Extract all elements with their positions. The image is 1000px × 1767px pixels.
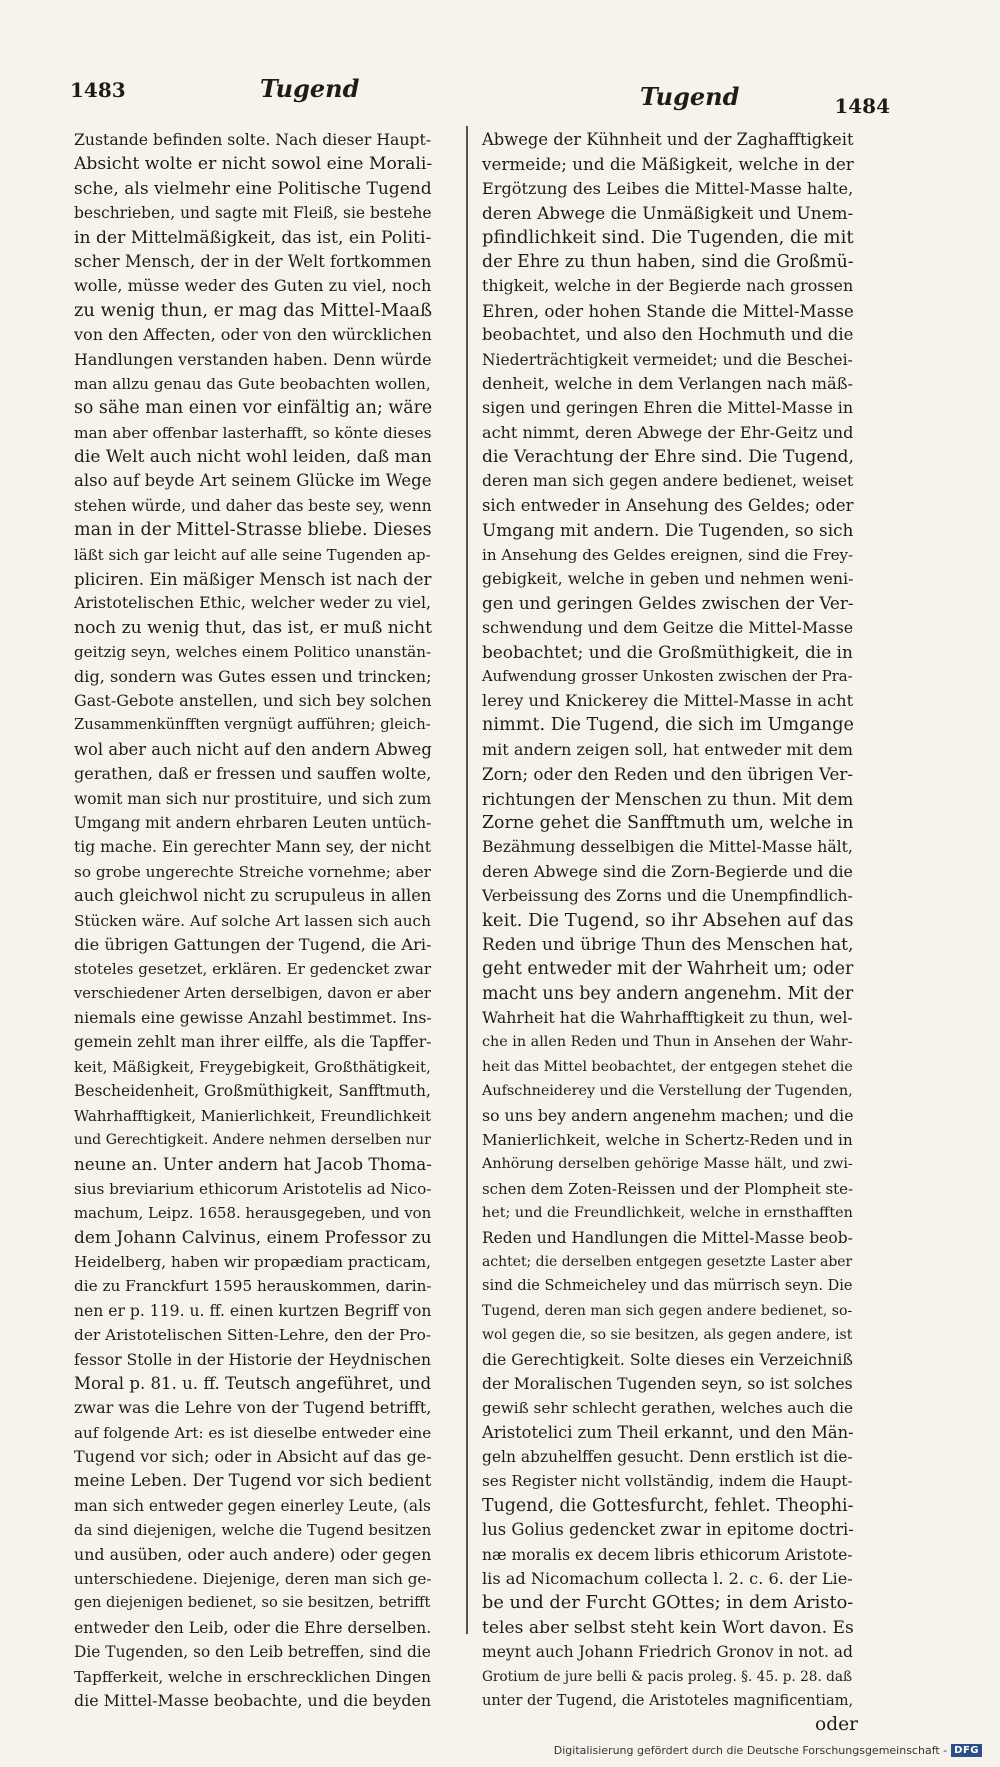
text-line: in der Mittelmäßigkeit, das ist, ein Politi- — [74, 227, 432, 248]
left-page-number: 1483 — [70, 78, 126, 102]
text-line: Tapfferkeit, welche in erschrecklichen Dingen — [74, 1667, 432, 1686]
left-running-title: Tugend — [260, 74, 360, 103]
text-line: wol aber auch nicht auf den andern Abweg — [74, 739, 432, 759]
text-line: tig mache. Ein gerechter Mann sey, der nicht — [74, 838, 431, 857]
text-line: meine Leben. Der Tugend vor sich bedient — [74, 1471, 432, 1491]
text-line: da sind diejenigen, welche die Tugend besitzen — [74, 1521, 432, 1540]
catchword: oder — [815, 1714, 858, 1736]
text-line: Handlungen verstanden haben. Denn würde — [74, 349, 432, 369]
text-line: Aristotelischen Ethic, welcher weder zu viel, — [74, 593, 432, 613]
text-line: womit man sich nur prostituire, und sich zum — [74, 789, 432, 808]
text-line: beobachtet; und die Großmüthigkeit, die in — [482, 642, 853, 663]
text-line: die Mittel-Masse beobachte, und die beyden — [74, 1691, 432, 1710]
text-line: noch zu wenig thut, das ist, er muß nicht — [74, 617, 432, 638]
text-line: gemein zehlt man ihrer eilffe, als die Tapffer- — [74, 1033, 432, 1052]
text-line: mit andern zeigen soll, hat entweder mit dem — [482, 739, 853, 759]
text-line: man aber offenbar lasterhafft, so könte dieses — [74, 423, 432, 442]
text-line: gen und geringen Geldes zwischen der Ver- — [482, 593, 854, 614]
text-line: Anhörung derselben gehörige Masse hält, und zwi- — [482, 1156, 853, 1173]
text-line: Niederträchtigkeit vermeidet; und die Beschei- — [482, 350, 853, 369]
text-line: gerathen, daß er fressen und sauffen wolte, — [74, 764, 432, 784]
text-line: het; und die Freundlichkeit, welche in ernsthafften — [482, 1205, 853, 1222]
text-line: thigkeit, welche in der Begierde nach grossen — [482, 276, 854, 296]
text-line: vermeide; und die Mäßigkeit, welche in der — [482, 154, 854, 175]
text-line: Ehren, oder hohen Stande die Mittel-Masse — [482, 300, 854, 321]
text-line: schen dem Zoten-Reissen und der Plompheit ste- — [482, 1179, 854, 1198]
text-line: Zustande befinden solte. Nach dieser Haupt- — [74, 130, 432, 149]
right-text-column — [482, 128, 858, 1738]
text-line: niemals eine gewisse Anzahl bestimmet. Ins- — [74, 1008, 432, 1028]
text-line: man sich entweder gegen einerley Leute, (als — [74, 1496, 431, 1515]
text-line: gebigkeit, welche in geben und nehmen weni- — [482, 569, 854, 589]
text-line: beschrieben, und sagte mit Fleiß, sie bestehe — [74, 204, 432, 223]
text-line: Absicht wolte er nicht sowol eine Morali- — [74, 154, 433, 175]
text-line: che in allen Reden und Thun in Ansehen der Wahr- — [482, 1034, 853, 1051]
text-line: so sähe man einen vor einfältig an; wäre — [74, 398, 433, 419]
text-line: in Ansehung des Geldes ereignen, sind die Frey- — [482, 545, 854, 564]
text-line: ses Register nicht vollständig, indem die Haupt- — [482, 1472, 853, 1491]
text-line: lis ad Nicomachum collecta l. 2. c. 6. der Lie- — [482, 1569, 853, 1589]
text-line: auch gleichwol nicht zu scrupuleus in allen — [74, 886, 432, 906]
text-line: Zorn; oder den Reden und den übrigen Ver- — [482, 764, 853, 785]
text-line: dem Johann Calvinus, einem Professor zu — [74, 1227, 432, 1248]
text-line: Verbeissung des Zorns und die Unempfindlich- — [482, 887, 853, 906]
text-line: Bescheidenheit, Großmüthigkeit, Sanfftmuth, — [74, 1082, 431, 1101]
text-line: Zorne gehet die Sanfftmuth um, welche in — [482, 812, 854, 833]
text-line: also auf beyde Art seinem Glücke im Wege — [74, 471, 432, 491]
text-line: stehen würde, und daher das beste sey, wenn — [74, 496, 432, 515]
text-line: nen er p. 119. u. ff. einen kurtzen Begriff von — [74, 1301, 432, 1320]
text-line: sche, als vielmehr eine Politische Tugend — [74, 178, 432, 199]
text-line: unterschiedene. Diejenige, deren man sich ge- — [74, 1570, 432, 1589]
text-line: geitzig seyn, welches einem Politico unanstän- — [74, 643, 432, 662]
text-line: so grobe ungerechte Streiche vornehme; aber — [74, 862, 431, 881]
text-line: die Welt auch nicht wohl leiden, daß man — [74, 447, 432, 468]
text-line: sigen und geringen Ehren die Mittel-Masse in — [482, 398, 854, 418]
text-line: stoteles gesetzet, erklären. Er gedencket zwar — [74, 960, 432, 979]
text-line: achtet; die derselben entgegen gesetzte Laster aber — [482, 1253, 853, 1270]
text-line: nimmt. Die Tugend, die sich im Umgange — [482, 715, 854, 736]
text-line: so uns bey andern angenehm machen; und die — [482, 1105, 854, 1125]
text-line: heit das Mittel beobachtet, der entgegen stehet die — [482, 1058, 853, 1075]
text-line: sius breviarium ethicorum Aristotelis ad Nico- — [74, 1179, 432, 1198]
text-line: Reden und Handlungen die Mittel-Masse beob- — [482, 1228, 853, 1247]
text-line: Umgang mit andern. Die Tugenden, so sich — [482, 520, 854, 541]
dfg-logo: DFG — [951, 1744, 982, 1757]
right-running-title: Tugend — [640, 82, 740, 111]
text-line: richtungen der Menschen zu thun. Mit dem — [482, 788, 854, 809]
text-line: geht entweder mit der Wahrheit um; oder — [482, 959, 854, 980]
text-line: Zusammenkünfften vergnügt aufführen; gleich- — [74, 716, 431, 734]
text-line: Aufwendung grosser Unkosten zwischen der Pra- — [482, 667, 853, 685]
column-divider — [466, 126, 468, 1634]
text-line: sich entweder in Ansehung des Geldes; oder — [482, 495, 854, 515]
text-line: Die Tugenden, so den Leib betreffen, sind die — [74, 1643, 431, 1662]
text-line: macht uns bey andern angenehm. Mit der — [482, 983, 854, 1004]
text-line: Umgang mit andern ehrbaren Leuten untüch- — [74, 813, 432, 832]
text-line: Grotium de jure belli & pacis proleg. §. 45. p. 28. daß — [482, 1668, 853, 1685]
text-line: man in der Mittel-Strasse bliebe. Dieses — [74, 520, 432, 541]
text-line: Manierlichkeit, welche in Schertz-Reden und in — [482, 1131, 853, 1150]
text-line: Wahrheit hat die Wahrhafftigkeit zu thun, wel- — [482, 1008, 853, 1028]
text-line: lerey und Knickerey die Mittel-Masse in acht — [482, 690, 854, 710]
text-line: keit. Die Tugend, so ihr Absehen auf das — [482, 909, 854, 931]
text-line: Gast-Gebote anstellen, und sich bey solchen — [74, 690, 432, 710]
text-line: schwendung und dem Geitze die Mittel-Masse — [482, 617, 854, 637]
page-header — [70, 74, 890, 118]
text-line: machum, Leipz. 1658. herausgegeben, und von — [74, 1204, 432, 1223]
text-line: wolle, müsse weder des Guten zu viel, noch — [74, 276, 432, 296]
digitization-footer — [554, 1744, 982, 1757]
text-line: Stücken wäre. Auf solche Art lassen sich auch — [74, 911, 431, 930]
text-line: verschiedener Arten derselbigen, davon er aber — [74, 984, 431, 1002]
text-line: Ergötzung des Leibes die Mittel-Masse halte, — [482, 178, 854, 198]
text-line: denheit, welche in dem Verlangen nach mäß- — [482, 373, 854, 393]
text-line: läßt sich gar leicht auf alle seine Tugenden ap- — [74, 545, 431, 564]
text-line: die Verachtung der Ehre sind. Die Tugend, — [482, 447, 854, 468]
text-line: zwar was die Lehre von der Tugend betrifft, — [74, 1398, 432, 1418]
text-line: teles aber selbst steht kein Wort davon. Es — [482, 1617, 854, 1638]
text-line: pfindlichkeit sind. Die Tugenden, die mit — [482, 226, 854, 248]
text-line: Abwege der Kühnheit und der Zaghafftigkeit — [482, 130, 854, 149]
text-line: Heidelberg, haben wir propædiam practicam, — [74, 1252, 432, 1271]
text-line: auf folgende Art: es ist dieselbe entweder eine — [74, 1423, 432, 1442]
text-line: Tugend, deren man sich gegen andere bedienet, so- — [482, 1302, 853, 1319]
footer-text: Digitalisierung gefördert durch die Deutsche Forschungsgemeinschaft - — [553, 1744, 948, 1757]
text-line: deren man sich gegen andere bedienet, weiset — [482, 471, 854, 491]
text-line: fessor Stolle in der Historie der Heydnischen — [74, 1350, 432, 1369]
text-line: entweder den Leib, oder die Ehre derselben. — [74, 1617, 432, 1637]
text-line: von den Affecten, oder von den würcklichen — [74, 325, 432, 345]
text-line: Aristotelici zum Theil erkannt, und den Män- — [482, 1422, 854, 1442]
text-line: zu wenig thun, er mag das Mittel-Maaß — [74, 299, 433, 321]
text-line: Tugend, die Gottesfurcht, fehlet. Theophi- — [482, 1495, 854, 1516]
right-page-number: 1484 — [834, 94, 890, 118]
text-line: meynt auch Johann Friedrich Gronov in not. ad — [482, 1643, 853, 1662]
text-line: man allzu genau das Gute beobachten wollen, — [74, 374, 431, 393]
text-line: der Moralischen Tugenden seyn, so ist solches — [482, 1373, 853, 1393]
text-line: der Aristotelischen Sitten-Lehre, den der Pro- — [74, 1326, 432, 1345]
text-line: und ausüben, oder auch andere) oder gegen — [74, 1544, 432, 1564]
text-line: Aufschneiderey und die Verstellung der Tugenden, — [482, 1083, 853, 1100]
text-line: der Ehre zu thun haben, sind die Großmü- — [482, 251, 854, 272]
text-line: næ moralis ex decem libris ethicorum Aristote- — [482, 1545, 853, 1564]
text-line: gewiß sehr schlecht gerathen, welches auch die — [482, 1399, 853, 1418]
text-line: Reden und übrige Thun des Menschen hat, — [482, 934, 854, 955]
text-line: Bezähmung desselbigen die Mittel-Masse hält, — [482, 837, 853, 857]
text-line: scher Mensch, der in der Welt fortkommen — [74, 251, 432, 271]
text-line: beobachtet, und also den Hochmuth und die — [482, 325, 854, 345]
text-line: und Gerechtigkeit. Andere nehmen derselben nur — [74, 1132, 431, 1149]
text-line: unter der Tugend, die Aristoteles magnificentiam, — [482, 1692, 854, 1709]
text-line: wol gegen die, so sie besitzen, als gegen andere, ist — [482, 1327, 853, 1344]
text-line: die zu Franckfurt 1595 herauskommen, darin- — [74, 1277, 432, 1296]
text-line: be und der Furcht GOttes; in dem Aristo- — [482, 1593, 854, 1614]
text-line: dig, sondern was Gutes essen und trincken; — [74, 666, 432, 686]
text-line: gen diejenigen bedienet, so sie besitzen, betrifft — [74, 1594, 431, 1612]
text-line: neune an. Unter andern hat Jacob Thoma- — [74, 1154, 432, 1175]
text-line: Wahrhafftigkeit, Manierlichkeit, Freundlichkeit — [74, 1106, 432, 1125]
text-line: die Gerechtigkeit. Solte dieses ein Verzeichniß — [482, 1349, 853, 1369]
text-line: Tugend vor sich; oder in Absicht auf das ge- — [74, 1447, 432, 1467]
text-line: deren Abwege die Unmäßigkeit und Unem- — [482, 203, 854, 224]
text-line: deren Abwege sind die Zorn-Begierde und die — [482, 861, 853, 881]
text-line: sind die Schmeicheley und das mürrisch seyn. Die — [482, 1278, 853, 1295]
text-line: lus Golius gedencket zwar in epitome doctri- — [482, 1520, 854, 1540]
left-text-column — [74, 128, 436, 1713]
text-line: pliciren. Ein mäßiger Mensch ist nach der — [74, 569, 432, 590]
text-line: Moral p. 81. u. ff. Teutsch angeführet, und — [74, 1373, 432, 1393]
text-line: acht nimmt, deren Abwege der Ehr-Geitz und — [482, 422, 854, 442]
text-line: keit, Mäßigkeit, Freygebigkeit, Großthätigkeit, — [74, 1057, 431, 1076]
text-line: geln abzuhelffen gesucht. Denn erstlich ist die- — [482, 1448, 853, 1467]
text-line: die übrigen Gattungen der Tugend, die Ari- — [74, 934, 432, 954]
